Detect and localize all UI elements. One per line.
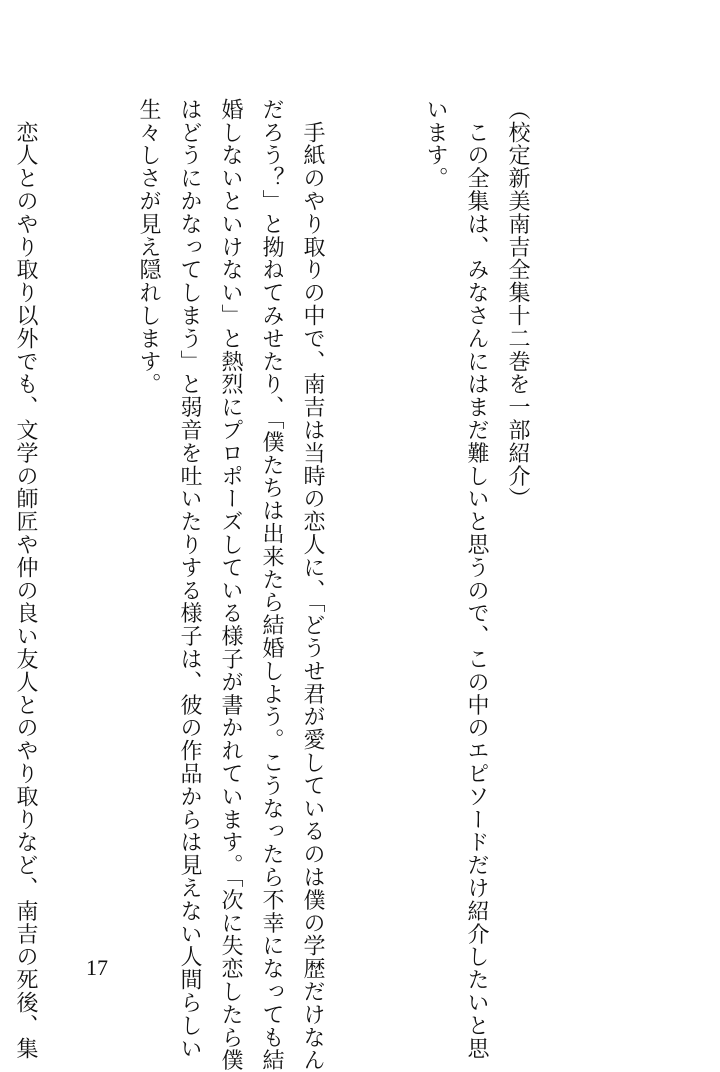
paragraph-intro: （校定新美南吉全集十二巻を一部紹介） この全集は、みなさんにはまだ難しいと思うので、この中のエピソードだけ紹介したいと思 います。 <box>423 98 530 1060</box>
paragraph-letters: 手紙のやり取りの中で、南吉は当時の恋人に、「どうせ君が愛しているのは僕の学歴だけなん だろう？」と拗ねてみせたり、「僕たちは出来たら結婚しよう。こうなったら不幸になっても結 婚しないといけない」と熱烈にプロポーズしている様子が書かれています。「次に失恋したら僕 はどうにかなってしまう」と弱音を吐いたりする様子は、彼の作品からは見えない人間らしい 生々しさが見え隠れします。 <box>136 98 325 1072</box>
page-number: 17 <box>86 955 108 980</box>
paragraph-other-letters: 恋人とのやり取り以外でも、文学の師匠や仲の良い友人とのやり取りなど、南吉の死後、集 <box>13 120 38 1060</box>
